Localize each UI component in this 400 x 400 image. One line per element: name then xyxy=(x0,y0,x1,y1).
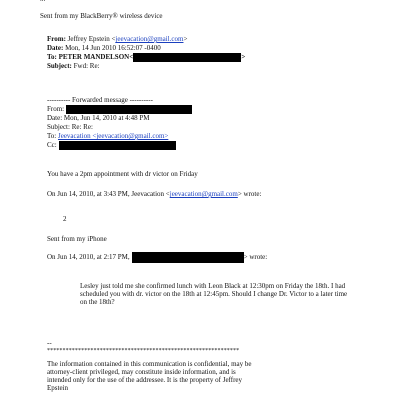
header-from xyxy=(47,35,187,43)
redaction-box xyxy=(59,141,176,150)
redaction-box xyxy=(66,105,192,114)
redaction-box xyxy=(132,252,244,263)
quote2-prefix: On Jun 14, 2010, at 2:17 PM, xyxy=(47,253,130,262)
forward-from xyxy=(47,105,192,114)
quote-header-2 xyxy=(47,252,267,263)
forward-cc-label: Cc: xyxy=(47,141,57,150)
cut-off-line xyxy=(40,0,45,3)
header-to xyxy=(47,53,245,62)
iphone-signature: Sent from my iPhone xyxy=(47,235,107,243)
quote-header-1 xyxy=(47,190,261,198)
star-separator: ************************************************************** xyxy=(47,348,240,354)
redaction-box xyxy=(133,53,241,62)
quote1-email-link[interactable]: jeevacation@gmail.com xyxy=(169,190,238,198)
header-subject xyxy=(47,62,100,70)
from-label: From: xyxy=(47,35,66,43)
quote2-suffix: > wrote: xyxy=(243,253,268,262)
forward-from-label: From: xyxy=(47,105,65,114)
forward-to-email-link[interactable]: Jeevacation <jeevacation@gmail.com> xyxy=(57,132,169,140)
appointment-line: You have a 2pm appointment with dr victor on Friday xyxy=(47,170,198,178)
from-email-link[interactable]: jeevacation@gmail.com xyxy=(115,35,184,43)
forward-to-label: To: xyxy=(47,132,58,140)
reply-number: 2 xyxy=(63,215,67,223)
subject-label: Subject: xyxy=(47,62,72,70)
to-value: PETER MANDELSON< xyxy=(58,53,134,62)
forward-subject: Subject: Re: Re: xyxy=(47,123,93,131)
forward-rule: ---------- Forwarded message ---------- xyxy=(47,96,153,104)
header-date xyxy=(47,44,161,52)
date-label: Date: xyxy=(47,44,64,52)
quoted-message: Lesley just told me she confirmed lunch with Leon Black at 12:30pm on Friday the 18th. I had scheduled you with dr. victor on the 18th at 12:45pm. Should I change Dr. Victor to a later time on the 18th? xyxy=(80,282,348,307)
to-close: > xyxy=(241,53,246,62)
from-close: > xyxy=(183,35,188,43)
quote1-prefix: On Jun 14, 2010, at 3:43 PM, Jeevacation < xyxy=(47,190,170,198)
blackberry-signature: Sent from my BlackBerry® wireless device xyxy=(40,12,163,20)
to-label: To: xyxy=(47,53,57,62)
from-name: Jeffrey Epstein < xyxy=(67,35,116,43)
signature-dashes: -- xyxy=(47,339,52,347)
quote1-suffix: > wrote: xyxy=(237,190,262,198)
forward-cc xyxy=(47,141,176,150)
forward-date: Date: Mon, Jun 14, 2010 at 4:48 PM xyxy=(47,114,150,122)
forward-to xyxy=(47,132,168,140)
date-value: Mon, 14 Jun 2010 16:52:07 -0400 xyxy=(65,44,161,52)
subject-value: Fwd: Re: xyxy=(73,62,100,70)
disclaimer: The information contained in this communication is confidential, may be attorney-client privileged, may constitute inside information, and is intended only for the use of the addressee. It is the property of Jeffrey Epstein xyxy=(47,360,252,393)
